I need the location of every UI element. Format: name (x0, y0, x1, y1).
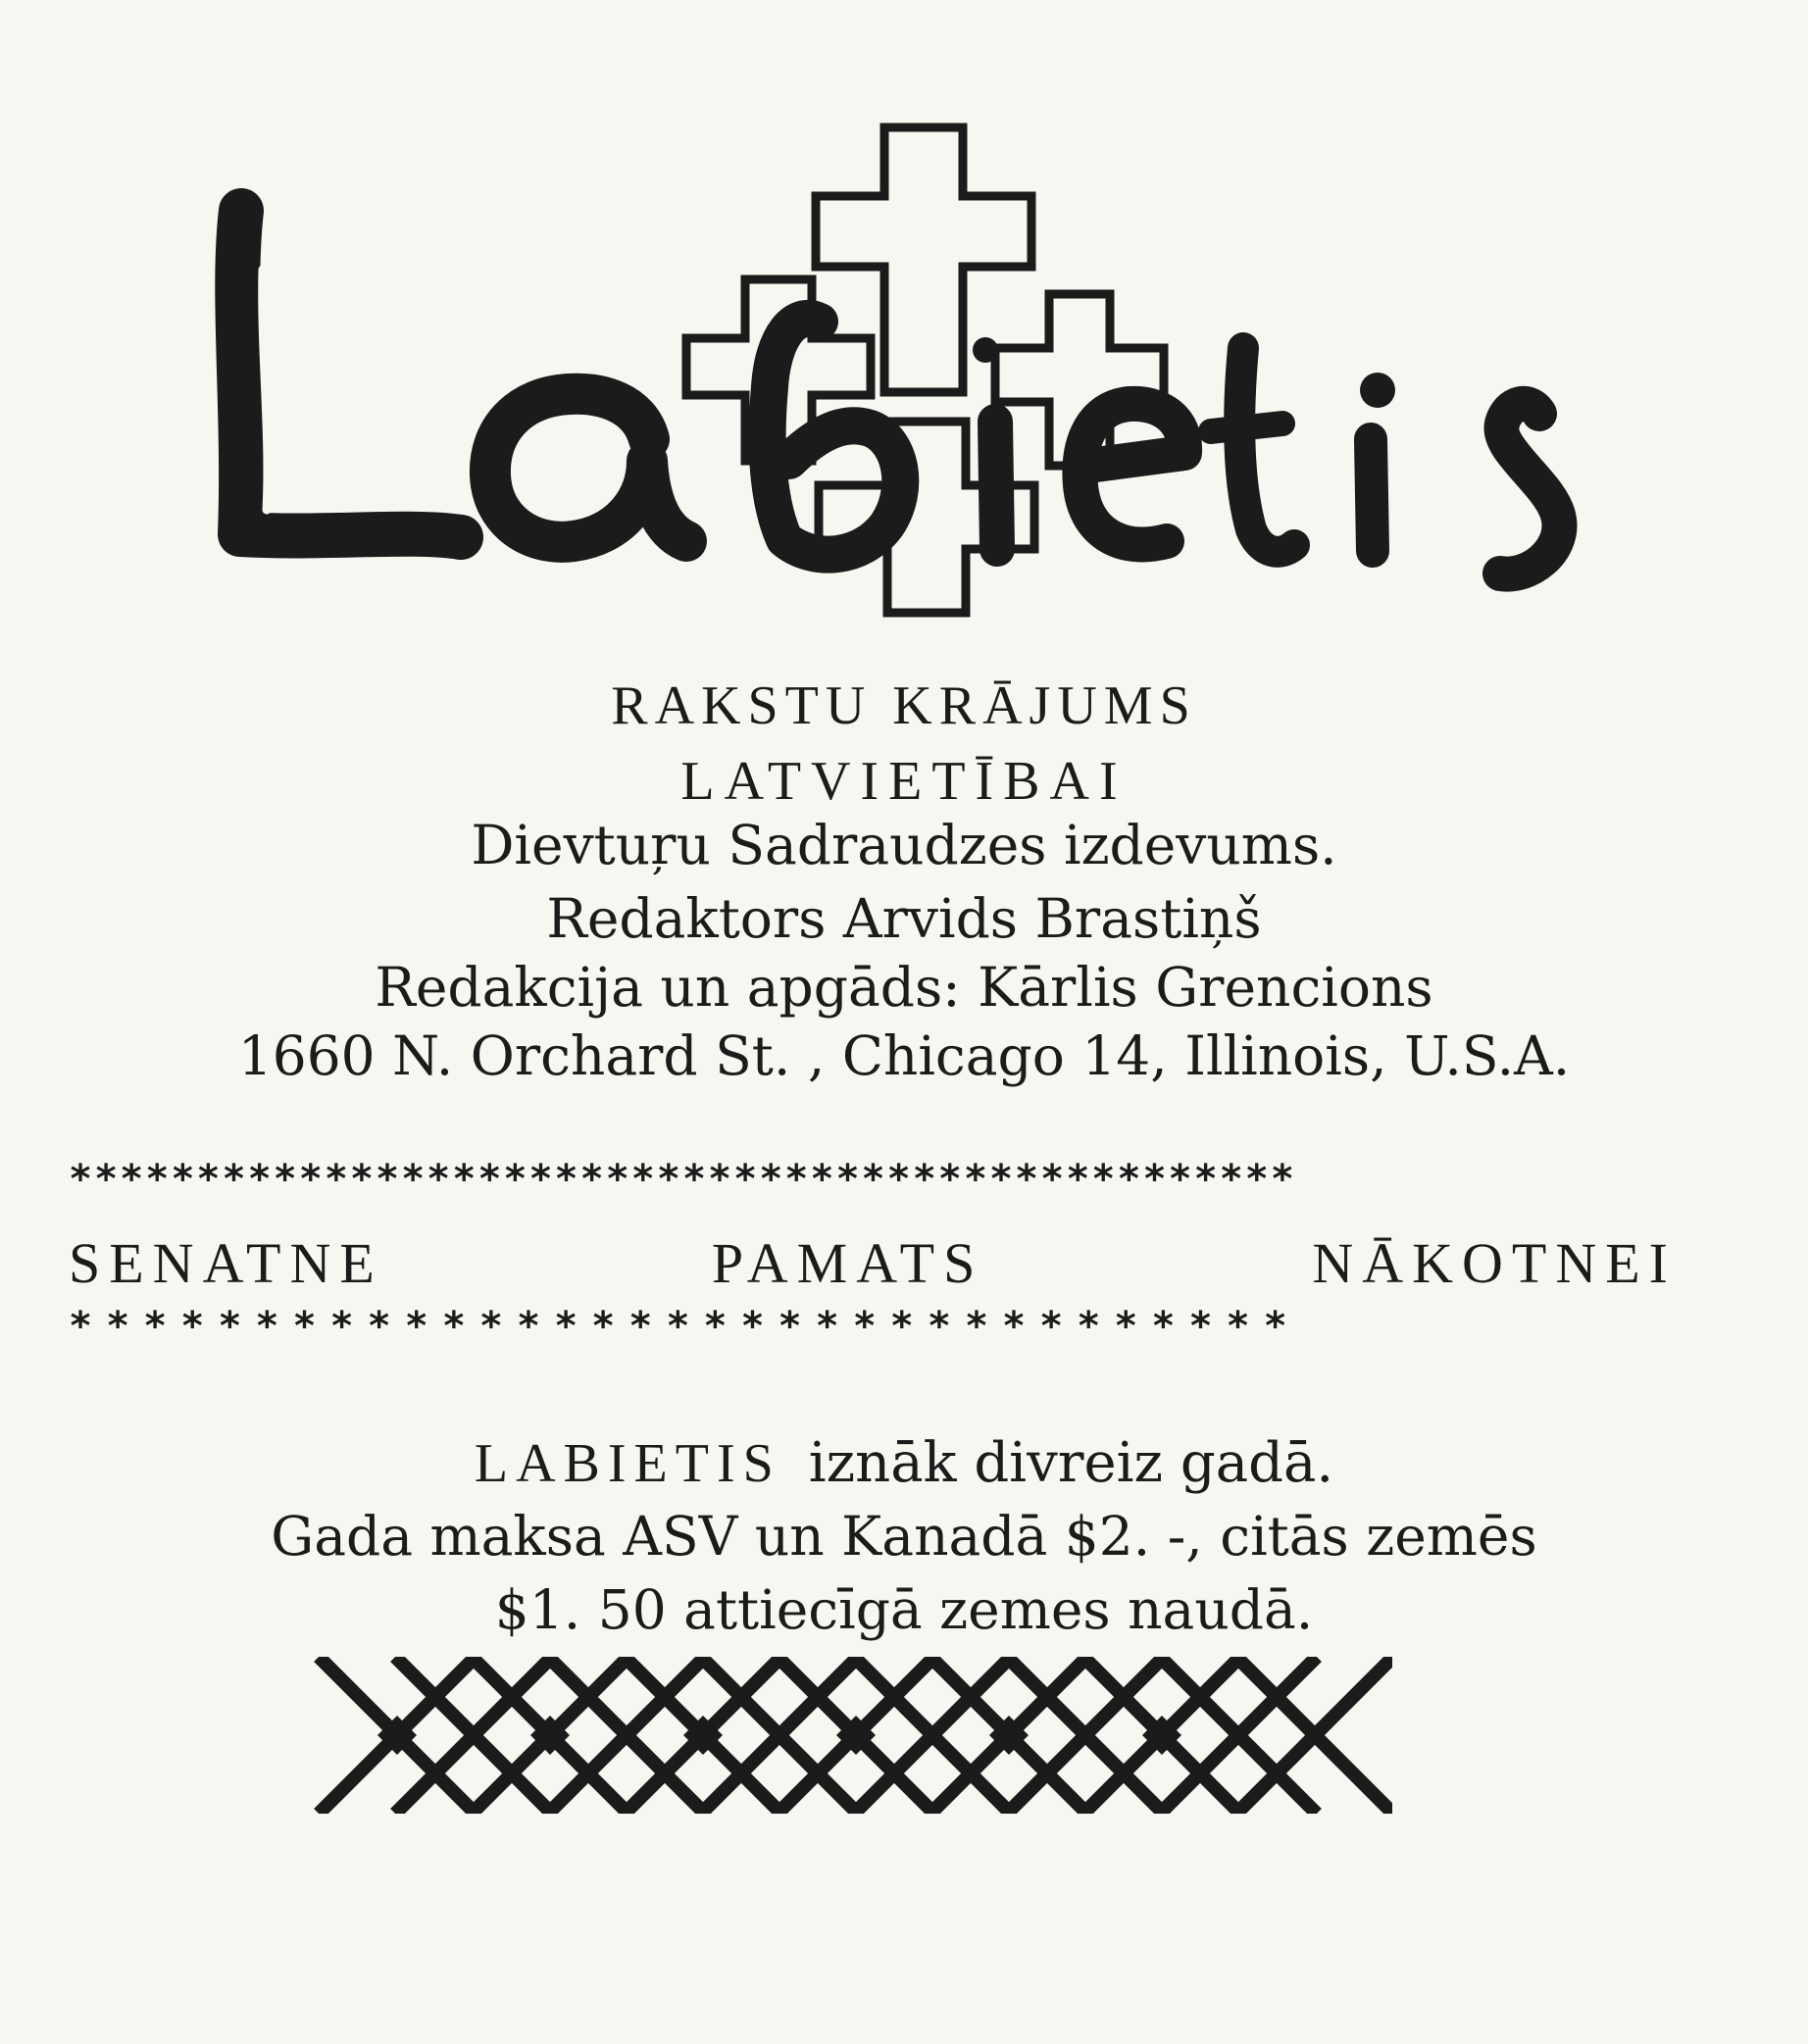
frequency-line (0, 1431, 1808, 1495)
motto-word-2: PAMATS (711, 1231, 984, 1295)
editor-line: Redaktors Arvids Brastiņš (546, 887, 1262, 950)
publisher-line: Dievtuŗu Sadraudzes izdevums. (471, 814, 1337, 876)
subtitle-line-2: LATVIETĪBAI (680, 751, 1128, 812)
motto-word-1: SENATNE (69, 1231, 383, 1295)
subtitle-line-1: RAKSTU KRĀJUMS (611, 675, 1197, 736)
star-divider-bottom: ********************************* (69, 1304, 1301, 1349)
price-line-foreign: $1. 50 attiecīgā zemes naudā. (494, 1578, 1314, 1641)
publishing-house-line: Redakcija un apgāds: Kārlis Grencions (375, 956, 1433, 1019)
frequency-text: iznāk divreiz gadā. (808, 1431, 1334, 1495)
address-line: 1660 N. Orchard St. , Chicago 14, Illinois, U.S.A. (237, 1024, 1571, 1087)
lattice-ornament (314, 1657, 1392, 1814)
magazine-name: LABIETIS (474, 1433, 781, 1494)
motto (69, 1230, 1677, 1296)
star-divider-top: ************************************************ (69, 1157, 1296, 1202)
masthead-logo (0, 0, 1808, 647)
price-line: Gada maksa ASV un Kanadā $2. -, citās zemēs (271, 1505, 1537, 1568)
motto-word-3: NĀKOTNEI (1312, 1231, 1677, 1295)
